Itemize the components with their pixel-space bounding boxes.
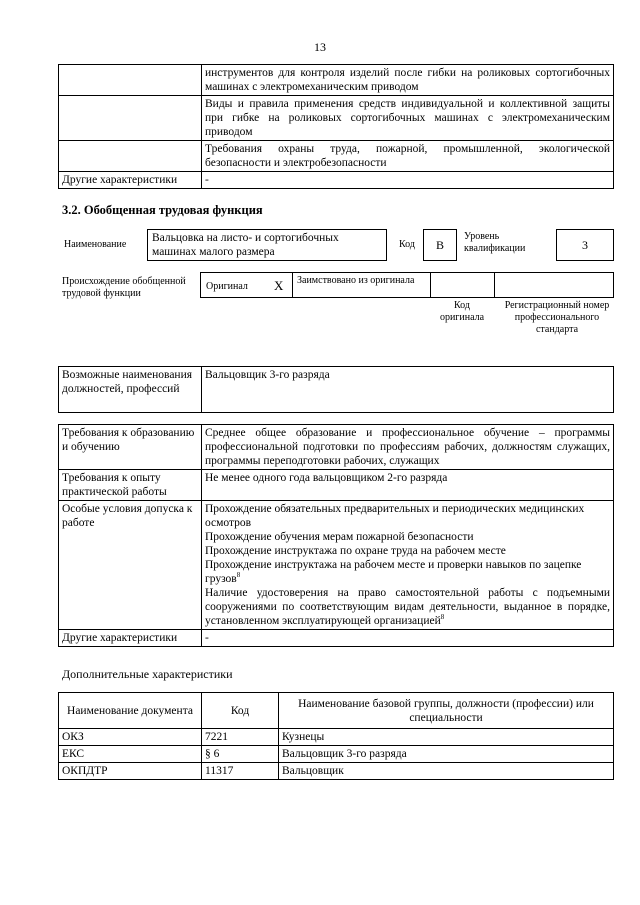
table-cell: 7221 (202, 729, 279, 746)
top-text-3: - (202, 172, 614, 189)
req-label-experience: Требования к опыту практической работы (59, 470, 202, 501)
additional-table (58, 692, 614, 780)
req-label-education: Требования к образованию и обучению (59, 425, 202, 470)
req-line: Прохождение инструктажа на рабочем месте и проверки навыков по зацепке грузов (205, 559, 582, 585)
req-line-with-footnote (205, 558, 610, 586)
table-cell: ЕКС (59, 746, 202, 763)
top-label-0 (59, 65, 202, 96)
table-cell: 11317 (202, 763, 279, 780)
req-line: Прохождение обучения мерам пожарной безопасности (205, 531, 474, 543)
footnote-ref: 8 (440, 613, 445, 622)
req-line-with-footnote (205, 586, 610, 628)
positions-label: Возможные наименования должностей, профессий (59, 367, 202, 413)
section-title: 3.2. Обобщенная трудовая функция (62, 203, 263, 217)
level-value: 3 (556, 229, 614, 261)
top-label-1 (59, 96, 202, 141)
positions-value: Вальцовщик 3-го разряда (202, 367, 614, 413)
divider (430, 272, 431, 298)
additional-title: Дополнительные характеристики (62, 667, 233, 681)
level-label: Уровень квалификации (464, 231, 526, 254)
top-label-2 (59, 141, 202, 172)
top-label-3: Другие характеристики (59, 172, 202, 189)
table-cell: Вальцовщик (279, 763, 614, 780)
req-text-education: Среднее общее образование и профессиональное обучение – программы профессиональной подготовки по профессиям рабочих, должностям служащих, программы переподготовки рабочих, служащих (202, 425, 614, 470)
code-label: Код (399, 239, 415, 250)
divider (494, 272, 495, 298)
positions-table (58, 366, 614, 413)
table-cell: ОКПДТР (59, 763, 202, 780)
code-value: B (423, 229, 457, 261)
name-label: Наименование (64, 239, 127, 250)
footnote-ref: 8 (236, 571, 241, 580)
table-cell: ОКЗ (59, 729, 202, 746)
origin-label: Происхождение обобщенной трудовой функции (62, 276, 186, 299)
original-mark: X (274, 278, 284, 293)
top-table (58, 64, 614, 189)
top-text-0: инструментов для контроля изделий после гибки на роликовых сортогибочных машинах с электромеханическим приводом (202, 65, 614, 96)
table-cell: Кузнецы (279, 729, 614, 746)
header-code: Код (202, 693, 279, 729)
top-text-2: Требования охраны труда, пожарной, промышленной, экологической безопасности и электробезопасности (202, 141, 614, 172)
req-line: Наличие удостоверения на право самостоятельной работы с подъемными сооружениями по соответствующим видам деятельности, выданное в порядке, установленном эксплуатирующей организацией (205, 587, 610, 627)
table-cell: § 6 (202, 746, 279, 763)
req-text-experience: Не менее одного года вальцовщиком 2-го разряда (202, 470, 614, 501)
header-group: Наименование базовой группы, должности (профессии) или специальности (279, 693, 614, 729)
code-original-caption: Код оригинала (439, 300, 485, 323)
req-text-other: - (202, 630, 614, 647)
table-cell: Вальцовщик 3-го разряда (279, 746, 614, 763)
divider (292, 272, 293, 298)
top-text-1: Виды и правила применения средств индивидуальной и коллективной защиты при гибке на роликовых сортогибочных машинах с электромеханическим приводом (202, 96, 614, 141)
page-number: 13 (314, 40, 326, 54)
req-line: Прохождение обязательных предварительных и периодических медицинских осмотров (205, 503, 585, 529)
borrowed-label: Заимствовано из оригинала (297, 275, 415, 286)
requirements-table (58, 424, 614, 647)
req-label-special: Особые условия допуска к работе (59, 501, 202, 630)
req-label-other: Другие характеристики (59, 630, 202, 647)
req-special-conditions (202, 501, 614, 630)
name-value: Вальцовка на листо- и сортогибочных машинах малого размера (147, 229, 387, 261)
original-label: Оригинал (206, 281, 248, 292)
header-document: Наименование документа (59, 693, 202, 729)
req-line: Прохождение инструктажа по охране труда на рабочем месте (205, 545, 506, 557)
reg-number-caption: Регистрационный номер профессионального стандарта (504, 300, 610, 335)
